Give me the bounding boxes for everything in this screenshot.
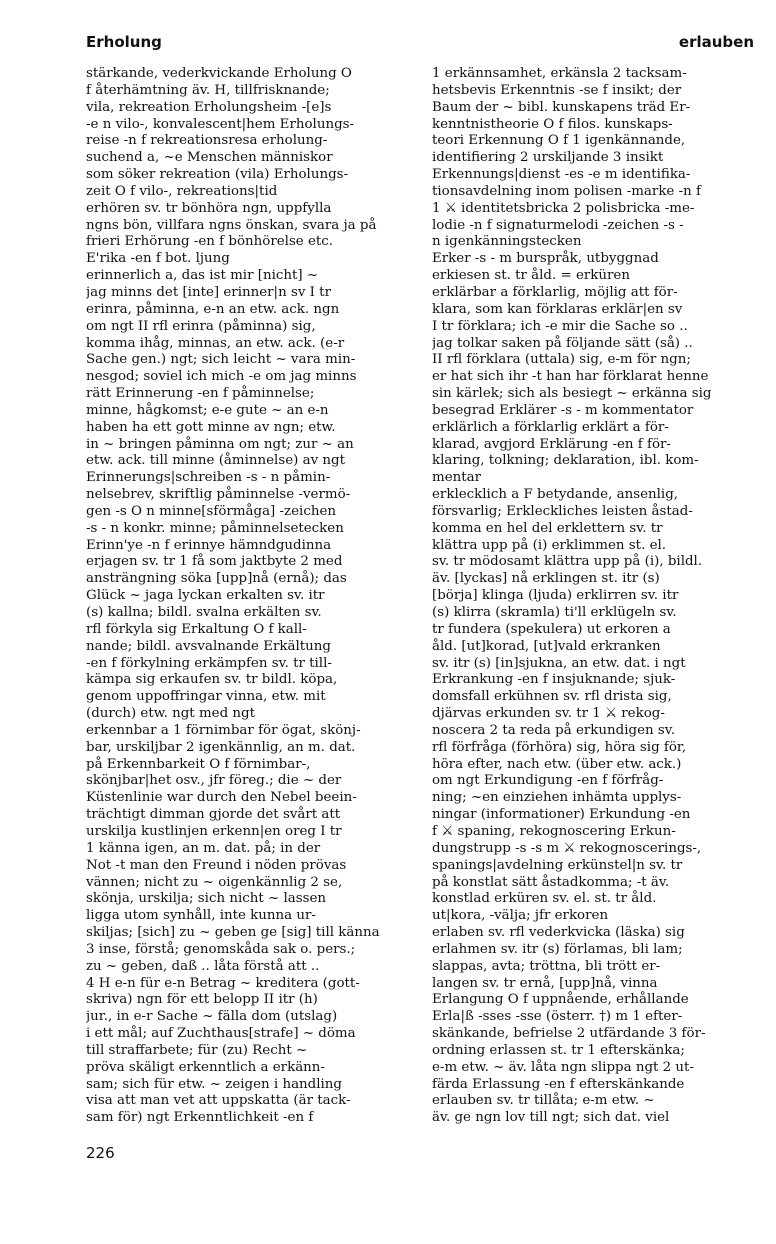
dictionary-line: erlahmen sv. itr (s) förlamas, bli lam; (432, 941, 683, 957)
dictionary-line: Not -t man den Freund i nöden prövas (86, 857, 347, 873)
dictionary-line: in ~ bringen påminna om ngt; zur ~ an (86, 436, 354, 452)
dictionary-line: noscera 2 ta reda på erkundigen sv. (432, 722, 675, 738)
dictionary-line: skiljas; [sich] zu ~ geben ge [sig] till känna (86, 925, 380, 941)
dictionary-line: ning; ~en einziehen inhämta upplys- (432, 790, 682, 806)
dictionary-line: jur., in e-r Sache ~ fälla dom (utslag) (86, 1009, 338, 1025)
dictionary-line: skänkande, befrielse 2 utfärdande 3 för- (432, 1026, 706, 1042)
dictionary-line: domsfall erkühnen sv. rfl drista sig, (432, 689, 672, 705)
dictionary-line: dungstrupp -s -s m ⚔ rekognoscerings-, (432, 840, 702, 856)
dictionary-line: (s) kallna; bildl. svalna erkälten sv. (86, 605, 322, 620)
dictionary-line: Erkennungs|dienst -es -e m identifika- (432, 167, 691, 183)
dictionary-line: minne, hågkomst; e-e gute ~ an e-n (86, 402, 329, 418)
dictionary-line: urskilja kustlinjen erkenn|en oreg I tr (86, 823, 342, 839)
running-header (86, 33, 754, 59)
dictionary-line: f återhämtning äv. H, tillfrisknande; (86, 82, 330, 98)
dictionary-line: höra efter, nach etw. (über etw. ack.) (432, 756, 682, 772)
dictionary-line: vila, rekreation Erholungsheim -[e]s (86, 99, 332, 115)
dictionary-line: åld. [ut]korad, [ut]vald erkranken (432, 638, 661, 654)
dictionary-line: klättra upp på (i) erklimmen st. el. (432, 537, 667, 553)
dictionary-line: skönja, urskilja; sich nicht ~ lassen (86, 891, 327, 907)
dictionary-line: trächtigt dimman gjorde det svårt att (86, 807, 341, 823)
dictionary-line: zu ~ geben, daß .. låta förstå att .. (86, 958, 320, 974)
dictionary-line: [börja] klinga (ljuda) erklirren sv. itr (432, 588, 679, 604)
dictionary-line: genom uppoffringar vinna, etw. mit (86, 689, 326, 705)
dictionary-line: I tr förklara; ich -e mir die Sache so .. (432, 318, 688, 334)
dictionary-line: langen sv. tr ernå, [upp]nå, vinna (432, 975, 658, 991)
dictionary-line: Erinnerungs|schreiben -s - n påmin- (86, 470, 331, 486)
dictionary-line: ut|kora, -välja; jfr erkoren (432, 908, 609, 924)
dictionary-line: (s) klirra (skramla) ti'll erklügeln sv. (432, 605, 677, 620)
dictionary-line: erkennbar a 1 förnimbar för ögat, skönj- (86, 722, 361, 738)
dictionary-line: ngns bön, villfara ngns önskan, svara ja på (86, 217, 377, 233)
dictionary-line: stärkande, vederkvickande Erholung O (86, 66, 352, 81)
dictionary-line: erkiesen st. tr åld. = erküren (432, 268, 630, 284)
header-first-word: Erholung (86, 33, 162, 51)
dictionary-line: vännen; nicht zu ~ oigenkännlig 2 se, (86, 874, 343, 890)
dictionary-line: Erlangung O f uppnående, erhållande (432, 992, 689, 1008)
dictionary-line: Glück ~ jaga lyckan erkalten sv. itr (86, 588, 325, 604)
dictionary-line: erjagen sv. tr 1 få som jaktbyte 2 med (86, 554, 343, 570)
dictionary-line: 1 erkännsamhet, erkänsla 2 tacksam- (432, 66, 687, 81)
dictionary-line: sin kärlek; sich als besiegt ~ erkänna sig (432, 386, 712, 402)
dictionary-line: erinnerlich a, das ist mir [nicht] ~ (86, 268, 319, 284)
dictionary-line: djärvas erkunden sv. tr 1 ⚔ rekog- (432, 706, 665, 722)
dictionary-line: n igenkänningstecken (432, 234, 582, 250)
dictionary-line: klaring, tolkning; deklaration, ibl. kom- (432, 453, 699, 469)
dictionary-line: haben ha ett gott minne av ngn; etw. (86, 419, 336, 435)
dictionary-line: klarad, avgjord Erklärung -en f för- (432, 436, 671, 452)
dictionary-line: äv. [lyckas] nå erklingen st. itr (s) (432, 571, 660, 587)
dictionary-line: erklärbar a förklarlig, möjlig att för- (432, 284, 678, 300)
dictionary-line: kämpa sig erkaufen sv. tr bildl. köpa, (86, 672, 338, 688)
dictionary-line: erklecklich a F betydande, ansenlig, (432, 487, 679, 503)
dictionary-line: reise -n f rekreationsresa erholung- (86, 133, 328, 149)
dictionary-line: jag minns det [inte] erinner|n sv I tr (86, 284, 331, 300)
dictionary-line: skriva) ngn för ett belopp II itr (h) (86, 992, 318, 1008)
dictionary-line: (durch) etw. ngt med ngt (86, 706, 255, 722)
dictionary-line: äv. ge ngn lov till ngt; sich dat. viel (432, 1110, 670, 1126)
dictionary-line: II rfl förklara (uttala) sig, e-m för ngn; (432, 352, 691, 368)
dictionary-line: E'rika -en f bot. ljung (86, 251, 230, 267)
dictionary-line: suchend a, ~e Menschen människor (86, 150, 333, 166)
dictionary-line: erinra, påminna, e-n an etw. ack. ngn (86, 301, 340, 317)
dictionary-line: skönjbar|het osv., jfr föreg.; die ~ der (86, 773, 342, 789)
dictionary-line: tionsavdelning inom polisen -marke -n f (432, 183, 701, 199)
dictionary-line: rfl förfråga (förhöra) sig, höra sig för, (432, 739, 687, 755)
right-column (432, 66, 768, 1127)
dictionary-line: spanings|avdelning erkünstel|n sv. tr (432, 857, 683, 873)
dictionary-line: teori Erkennung O f 1 igenkännande, (432, 133, 686, 149)
dictionary-line: nesgod; soviel ich mich -e om jag minns (86, 369, 357, 385)
dictionary-line: erlauben sv. tr tillåta; e-m etw. ~ (432, 1093, 655, 1109)
dictionary-line: erlaben sv. rfl vederkvicka (läska) sig (432, 925, 685, 941)
dictionary-line: om ngt Erkundigung -en f förfråg- (432, 773, 664, 789)
dictionary-line: -e n vilo-, konvalescent|hem Erholungs- (86, 116, 355, 132)
dictionary-line: e-m etw. ~ äv. låta ngn slippa ngt 2 ut- (432, 1059, 694, 1075)
dictionary-line: tr fundera (spekulera) ut erkoren a (432, 621, 671, 637)
dictionary-line: 1 känna igen, an m. dat. på; in der (86, 840, 321, 856)
dictionary-line: Sache gen.) ngt; sich leicht ~ vara min- (86, 352, 356, 368)
dictionary-line: zeit O f vilo-, rekreations|tid (86, 183, 278, 199)
dictionary-line: 4 H e-n für e-n Betrag ~ kreditera (gott- (86, 975, 360, 991)
dictionary-line: er hat sich ihr -t han har förklarat henne (432, 369, 709, 385)
dictionary-line: på Erkennbarkeit O f förnimbar-, (86, 756, 311, 772)
dictionary-line: om ngt II rfl erinra (påminna) sig, (86, 318, 316, 334)
dictionary-line: frieri Erhörung -en f bönhörelse etc. (86, 234, 334, 250)
dictionary-line: nande; bildl. avsvalnande Erkältung (86, 638, 331, 654)
dictionary-line: f ⚔ spaning, rekognoscering Erkun- (432, 823, 676, 839)
dictionary-line: kenntnistheorie O f filos. kunskaps- (432, 116, 673, 132)
dictionary-line: besegrad Erklärer -s - m kommentator (432, 402, 694, 418)
dictionary-line: mentar (432, 470, 482, 486)
dictionary-line: -en f förkylning erkämpfen sv. tr till- (86, 655, 332, 671)
dictionary-line: lodie -n f signaturmelodi -zeichen -s - (432, 217, 684, 233)
dictionary-line: Erkrankung -en f insjuknande; sjuk- (432, 672, 676, 688)
dictionary-line: etw. ack. till minne (åminnelse) av ngt (86, 453, 345, 469)
dictionary-line: i ett mål; auf Zuchthaus[strafe] ~ döma (86, 1026, 356, 1042)
dictionary-line: som söker rekreation (vila) Erholungs- (86, 167, 349, 183)
dictionary-line: bar, urskiljbar 2 igenkännlig, an m. dat. (86, 739, 356, 755)
dictionary-line: identifiering 2 urskiljande 3 insikt (432, 150, 664, 166)
dictionary-line: 1 ⚔ identitetsbricka 2 polisbricka -me- (432, 200, 695, 216)
dictionary-line: slappas, avta; tröttna, bli trött er- (432, 958, 661, 974)
dictionary-line: ligga utom synhåll, inte kunna ur- (86, 908, 316, 924)
left-column (86, 66, 416, 1127)
dictionary-line: erklärlich a förklarlig erklärt a för- (432, 419, 669, 435)
dictionary-line: Erla|ß -sses -sse (österr. †) m 1 efter- (432, 1009, 683, 1025)
dictionary-line: färda Erlassung -en f efterskänkande (432, 1076, 685, 1092)
dictionary-line: ningar (informationer) Erkundung -en (432, 807, 691, 823)
dictionary-line: pröva skäligt erkenntlich a erkänn- (86, 1059, 325, 1075)
dictionary-line: Erinn'ye -n f erinnye hämndgudinna (86, 537, 332, 553)
dictionary-line: till straffarbete; für (zu) Recht ~ (86, 1042, 308, 1058)
dictionary-line: 3 inse, förstå; genomskåda sak o. pers.; (86, 941, 356, 957)
dictionary-line: klara, som kan förklaras erklär|en sv (432, 301, 683, 317)
dictionary-line: erhören sv. tr bönhöra ngn, uppfylla (86, 200, 332, 216)
header-last-word: erlauben (678, 33, 754, 51)
dictionary-line: sam; sich für etw. ~ zeigen i handling (86, 1076, 343, 1092)
dictionary-line: visa att man vet att uppskatta (är tack- (86, 1093, 351, 1109)
dictionary-line: komma en hel del erklettern sv. tr (432, 520, 663, 536)
dictionary-line: sv. tr mödosamt klättra upp på (i), bildl. (432, 554, 703, 570)
dictionary-line: nelsebrev, skriftlig påminnelse -vermö- (86, 487, 351, 503)
dictionary-line: Erker -s - m burspråk, utbyggnad (432, 251, 659, 267)
dictionary-line: ansträngning söka [upp]nå (ernå); das (86, 571, 347, 587)
dictionary-line: på konstlat sätt åstadkomma; -t äv. (432, 874, 670, 890)
dictionary-line: sv. itr (s) [in]sjukna, an etw. dat. i ngt (432, 655, 686, 671)
dictionary-line: komma ihåg, minnas, an etw. ack. (e-r (86, 335, 345, 351)
dictionary-line: jag tolkar saken på följande sätt (så) .. (432, 335, 693, 351)
dictionary-line: hetsbevis Erkenntnis -se f insikt; der (432, 82, 682, 98)
dictionary-line: rfl förkyla sig Erkaltung O f kall- (86, 621, 307, 637)
dictionary-line: rätt Erinnerung -en f påminnelse; (86, 386, 315, 402)
dictionary-line: Küstenlinie war durch den Nebel beein- (86, 790, 357, 806)
dictionary-line: konstlad erküren sv. el. st. tr åld. (432, 891, 657, 907)
dictionary-line: ordning erlassen st. tr 1 efterskänka; (432, 1042, 685, 1058)
page-number: 226 (86, 1144, 115, 1162)
dictionary-line: -s - n konkr. minne; påminnelsetecken (86, 520, 344, 536)
dictionary-line: gen -s O n minne[sförmåga] -zeichen (86, 503, 336, 519)
dictionary-line: försvarlig; Erkleckliches leisten åstad- (432, 503, 693, 519)
dictionary-line: sam för) ngt Erkenntlichkeit -en f (86, 1110, 314, 1126)
dictionary-line: Baum der ~ bibl. kunskapens träd Er- (432, 99, 691, 115)
